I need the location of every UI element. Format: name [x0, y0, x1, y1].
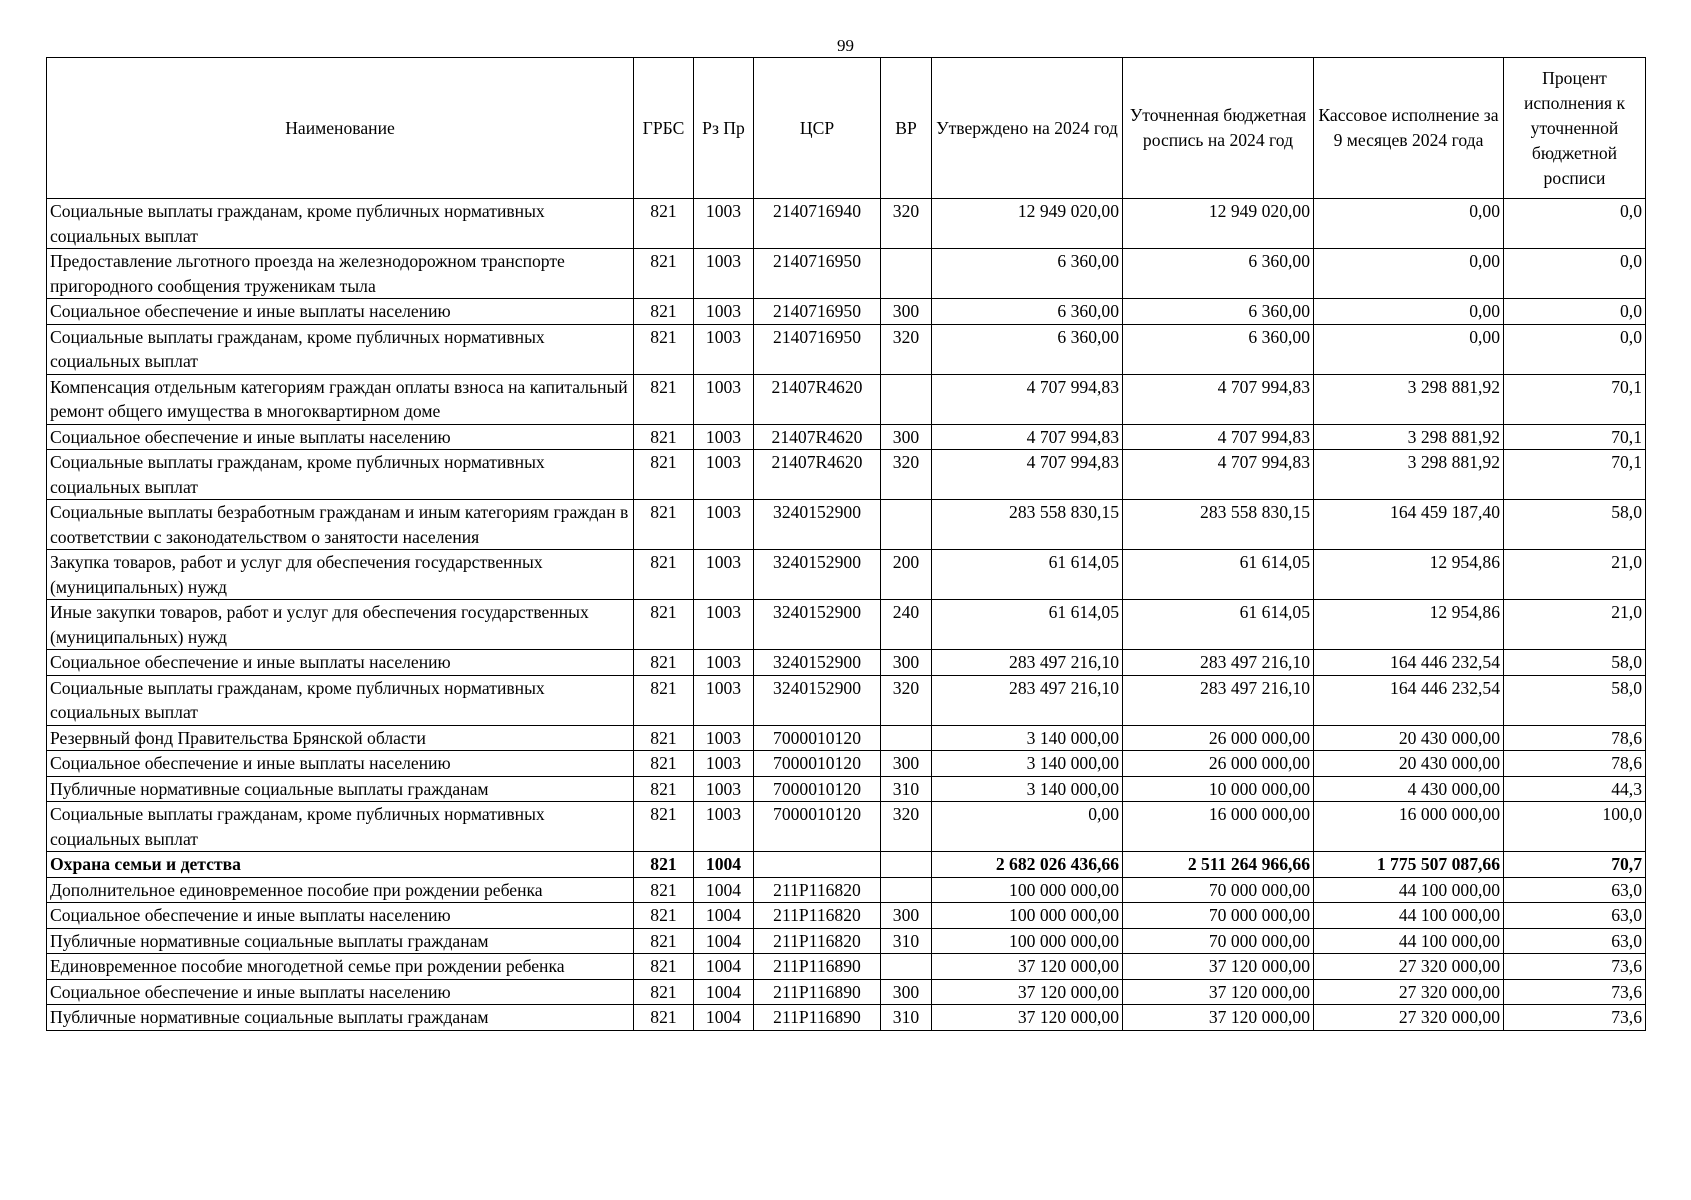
cell-grbs: 821: [634, 600, 694, 650]
cell-grbs: 821: [634, 450, 694, 500]
cell-vr: [881, 954, 932, 980]
cell-grbs: 821: [634, 199, 694, 249]
cell-name: Социальные выплаты гражданам, кроме публичных нормативных социальных выплат: [47, 450, 634, 500]
cell-csr: 7000010120: [754, 751, 881, 777]
cell-refined: 61 614,05: [1123, 600, 1314, 650]
cell-rzpr: 1003: [694, 299, 754, 325]
cell-rzpr: 1003: [694, 802, 754, 852]
cell-rzpr: 1003: [694, 374, 754, 424]
table-row: [47, 500, 1646, 550]
cell-refined: 70 000 000,00: [1123, 903, 1314, 929]
cell-vr: 310: [881, 928, 932, 954]
cell-percent: 58,0: [1504, 675, 1646, 725]
cell-approved: 61 614,05: [932, 550, 1123, 600]
cell-percent: 0,0: [1504, 324, 1646, 374]
cell-executed: 20 430 000,00: [1314, 725, 1504, 751]
cell-grbs: 821: [634, 324, 694, 374]
cell-rzpr: 1004: [694, 877, 754, 903]
cell-rzpr: 1003: [694, 324, 754, 374]
cell-refined: 10 000 000,00: [1123, 776, 1314, 802]
cell-executed: 3 298 881,92: [1314, 424, 1504, 450]
cell-name: Закупка товаров, работ и услуг для обеспечения государственных (муниципальных) нужд: [47, 550, 634, 600]
cell-refined: 283 497 216,10: [1123, 650, 1314, 676]
table-row: [47, 650, 1646, 676]
cell-approved: 3 140 000,00: [932, 776, 1123, 802]
cell-vr: 300: [881, 424, 932, 450]
cell-percent: 73,6: [1504, 979, 1646, 1005]
table-row: [47, 852, 1646, 878]
cell-name: Социальные выплаты гражданам, кроме публичных нормативных социальных выплат: [47, 199, 634, 249]
table-row: [47, 299, 1646, 325]
cell-executed: 0,00: [1314, 199, 1504, 249]
cell-vr: [881, 852, 932, 878]
cell-name: Публичные нормативные социальные выплаты гражданам: [47, 776, 634, 802]
page-number: 99: [837, 36, 854, 55]
cell-vr: [881, 249, 932, 299]
cell-executed: 3 298 881,92: [1314, 374, 1504, 424]
cell-grbs: 821: [634, 979, 694, 1005]
table-row: [47, 675, 1646, 725]
cell-executed: 27 320 000,00: [1314, 954, 1504, 980]
cell-rzpr: 1003: [694, 424, 754, 450]
cell-refined: 26 000 000,00: [1123, 751, 1314, 777]
cell-vr: 320: [881, 199, 932, 249]
cell-refined: 16 000 000,00: [1123, 802, 1314, 852]
cell-csr: 7000010120: [754, 802, 881, 852]
cell-refined: 26 000 000,00: [1123, 725, 1314, 751]
cell-csr: 3240152900: [754, 650, 881, 676]
cell-rzpr: 1004: [694, 928, 754, 954]
cell-vr: 300: [881, 650, 932, 676]
cell-rzpr: 1003: [694, 199, 754, 249]
cell-csr: 211P116820: [754, 877, 881, 903]
cell-percent: 73,6: [1504, 1005, 1646, 1031]
cell-approved: 61 614,05: [932, 600, 1123, 650]
budget-table: [46, 57, 1646, 1031]
cell-grbs: 821: [634, 374, 694, 424]
cell-csr: 7000010120: [754, 776, 881, 802]
cell-percent: 70,7: [1504, 852, 1646, 878]
cell-percent: 21,0: [1504, 550, 1646, 600]
cell-grbs: 821: [634, 299, 694, 325]
cell-executed: 164 446 232,54: [1314, 675, 1504, 725]
cell-percent: 63,0: [1504, 903, 1646, 929]
cell-approved: 3 140 000,00: [932, 751, 1123, 777]
table-row: [47, 1005, 1646, 1031]
cell-grbs: 821: [634, 1005, 694, 1031]
table-row: [47, 374, 1646, 424]
cell-grbs: 821: [634, 954, 694, 980]
cell-grbs: 821: [634, 675, 694, 725]
col-header-refined: Уточненная бюджетная роспись на 2024 год: [1123, 58, 1314, 199]
cell-approved: 2 682 026 436,66: [932, 852, 1123, 878]
table-row: [47, 725, 1646, 751]
cell-executed: 44 100 000,00: [1314, 928, 1504, 954]
cell-grbs: 821: [634, 751, 694, 777]
cell-rzpr: 1003: [694, 650, 754, 676]
cell-refined: 4 707 994,83: [1123, 374, 1314, 424]
cell-vr: 300: [881, 751, 932, 777]
cell-vr: 300: [881, 299, 932, 325]
cell-approved: 6 360,00: [932, 324, 1123, 374]
cell-rzpr: 1004: [694, 1005, 754, 1031]
cell-vr: 320: [881, 802, 932, 852]
cell-csr: 2140716950: [754, 324, 881, 374]
col-header-rzpr: Рз Пр: [694, 58, 754, 199]
cell-name: Социальное обеспечение и иные выплаты населению: [47, 903, 634, 929]
cell-csr: 7000010120: [754, 725, 881, 751]
cell-rzpr: 1004: [694, 979, 754, 1005]
cell-name: Единовременное пособие многодетной семье при рождении ребенка: [47, 954, 634, 980]
header-row: [47, 58, 1646, 199]
cell-csr: 3240152900: [754, 550, 881, 600]
cell-name: Публичные нормативные социальные выплаты гражданам: [47, 1005, 634, 1031]
cell-rzpr: 1003: [694, 751, 754, 777]
table-row: [47, 424, 1646, 450]
cell-executed: 1 775 507 087,66: [1314, 852, 1504, 878]
cell-percent: 73,6: [1504, 954, 1646, 980]
cell-percent: 0,0: [1504, 249, 1646, 299]
cell-approved: 283 497 216,10: [932, 675, 1123, 725]
cell-rzpr: 1003: [694, 675, 754, 725]
cell-refined: 37 120 000,00: [1123, 954, 1314, 980]
cell-approved: 37 120 000,00: [932, 979, 1123, 1005]
col-header-vr: ВР: [881, 58, 932, 199]
table-row: [47, 199, 1646, 249]
cell-name: Социальные выплаты безработным гражданам и иным категориям граждан в соответствии с законодательством о занятости населения: [47, 500, 634, 550]
cell-vr: 200: [881, 550, 932, 600]
cell-approved: 37 120 000,00: [932, 1005, 1123, 1031]
col-header-percent: Процент исполнения к уточненной бюджетной росписи: [1504, 58, 1646, 199]
cell-name: Иные закупки товаров, работ и услуг для обеспечения государственных (муниципальных) нужд: [47, 600, 634, 650]
cell-csr: 211P116890: [754, 954, 881, 980]
cell-csr: 211P116820: [754, 903, 881, 929]
cell-grbs: 821: [634, 802, 694, 852]
col-header-name: Наименование: [47, 58, 634, 199]
cell-csr: 2140716940: [754, 199, 881, 249]
table-row: [47, 979, 1646, 1005]
cell-vr: [881, 374, 932, 424]
col-header-csr: ЦСР: [754, 58, 881, 199]
table-row: [47, 903, 1646, 929]
table-row: [47, 600, 1646, 650]
cell-refined: 283 558 830,15: [1123, 500, 1314, 550]
cell-percent: 63,0: [1504, 877, 1646, 903]
cell-executed: 3 298 881,92: [1314, 450, 1504, 500]
cell-grbs: 821: [634, 650, 694, 676]
cell-csr: 2140716950: [754, 249, 881, 299]
cell-csr: 21407R4620: [754, 450, 881, 500]
cell-refined: 12 949 020,00: [1123, 199, 1314, 249]
cell-vr: 310: [881, 776, 932, 802]
cell-csr: 3240152900: [754, 500, 881, 550]
cell-refined: 6 360,00: [1123, 249, 1314, 299]
cell-grbs: 821: [634, 903, 694, 929]
cell-rzpr: 1003: [694, 600, 754, 650]
table-row: [47, 450, 1646, 500]
cell-executed: 12 954,86: [1314, 600, 1504, 650]
cell-refined: 70 000 000,00: [1123, 877, 1314, 903]
cell-name: Социальные выплаты гражданам, кроме публичных нормативных социальных выплат: [47, 324, 634, 374]
cell-rzpr: 1003: [694, 776, 754, 802]
cell-refined: 2 511 264 966,66: [1123, 852, 1314, 878]
cell-csr: 211P116890: [754, 1005, 881, 1031]
cell-approved: 100 000 000,00: [932, 903, 1123, 929]
cell-vr: [881, 877, 932, 903]
table-row: [47, 249, 1646, 299]
cell-executed: 44 100 000,00: [1314, 903, 1504, 929]
cell-percent: 70,1: [1504, 450, 1646, 500]
col-header-approved: Утверждено на 2024 год: [932, 58, 1123, 199]
cell-executed: 164 459 187,40: [1314, 500, 1504, 550]
cell-grbs: 821: [634, 550, 694, 600]
cell-approved: 37 120 000,00: [932, 954, 1123, 980]
cell-executed: 44 100 000,00: [1314, 877, 1504, 903]
cell-refined: 61 614,05: [1123, 550, 1314, 600]
cell-approved: 283 558 830,15: [932, 500, 1123, 550]
cell-name: Компенсация отдельным категориям граждан оплаты взноса на капитальный ремонт общего имущества в многоквартирном доме: [47, 374, 634, 424]
cell-refined: 70 000 000,00: [1123, 928, 1314, 954]
cell-approved: 6 360,00: [932, 299, 1123, 325]
cell-rzpr: 1003: [694, 249, 754, 299]
cell-approved: 100 000 000,00: [932, 877, 1123, 903]
cell-vr: 320: [881, 675, 932, 725]
table-row: [47, 776, 1646, 802]
cell-approved: 4 707 994,83: [932, 450, 1123, 500]
cell-refined: 37 120 000,00: [1123, 979, 1314, 1005]
cell-csr: 21407R4620: [754, 374, 881, 424]
cell-grbs: 821: [634, 500, 694, 550]
cell-executed: 20 430 000,00: [1314, 751, 1504, 777]
cell-approved: 6 360,00: [932, 249, 1123, 299]
cell-grbs: 821: [634, 424, 694, 450]
cell-executed: 27 320 000,00: [1314, 1005, 1504, 1031]
cell-vr: 300: [881, 903, 932, 929]
cell-csr: 21407R4620: [754, 424, 881, 450]
cell-name: Охрана семьи и детства: [47, 852, 634, 878]
table-row: [47, 877, 1646, 903]
table-row: [47, 954, 1646, 980]
cell-approved: 283 497 216,10: [932, 650, 1123, 676]
cell-rzpr: 1004: [694, 903, 754, 929]
table-row: [47, 928, 1646, 954]
table-row: [47, 802, 1646, 852]
cell-refined: 283 497 216,10: [1123, 675, 1314, 725]
cell-csr: 3240152900: [754, 600, 881, 650]
table-row: [47, 550, 1646, 600]
cell-percent: 70,1: [1504, 374, 1646, 424]
cell-name: Дополнительное единовременное пособие при рождении ребенка: [47, 877, 634, 903]
cell-executed: 27 320 000,00: [1314, 979, 1504, 1005]
cell-grbs: 821: [634, 725, 694, 751]
cell-refined: 6 360,00: [1123, 324, 1314, 374]
cell-executed: 0,00: [1314, 299, 1504, 325]
cell-vr: [881, 500, 932, 550]
cell-name: Предоставление льготного проезда на железнодорожном транспорте пригородного сообщения труженикам тыла: [47, 249, 634, 299]
cell-name: Социальное обеспечение и иные выплаты населению: [47, 751, 634, 777]
cell-name: Социальное обеспечение и иные выплаты населению: [47, 299, 634, 325]
cell-vr: 300: [881, 979, 932, 1005]
cell-refined: 4 707 994,83: [1123, 450, 1314, 500]
cell-executed: 16 000 000,00: [1314, 802, 1504, 852]
cell-executed: 0,00: [1314, 249, 1504, 299]
cell-percent: 44,3: [1504, 776, 1646, 802]
cell-refined: 4 707 994,83: [1123, 424, 1314, 450]
cell-vr: 310: [881, 1005, 932, 1031]
cell-approved: 4 707 994,83: [932, 374, 1123, 424]
cell-percent: 21,0: [1504, 600, 1646, 650]
cell-grbs: 821: [634, 776, 694, 802]
cell-percent: 78,6: [1504, 751, 1646, 777]
table-row: [47, 751, 1646, 777]
cell-approved: 4 707 994,83: [932, 424, 1123, 450]
cell-approved: 0,00: [932, 802, 1123, 852]
col-header-executed: Кассовое исполнение за 9 месяцев 2024 года: [1314, 58, 1504, 199]
cell-csr: 211P116820: [754, 928, 881, 954]
cell-name: Публичные нормативные социальные выплаты гражданам: [47, 928, 634, 954]
cell-csr: 211P116890: [754, 979, 881, 1005]
cell-percent: 58,0: [1504, 500, 1646, 550]
cell-refined: 37 120 000,00: [1123, 1005, 1314, 1031]
cell-rzpr: 1003: [694, 550, 754, 600]
cell-vr: 240: [881, 600, 932, 650]
cell-percent: 63,0: [1504, 928, 1646, 954]
cell-grbs: 821: [634, 249, 694, 299]
cell-executed: 12 954,86: [1314, 550, 1504, 600]
cell-name: Резервный фонд Правительства Брянской области: [47, 725, 634, 751]
cell-approved: 12 949 020,00: [932, 199, 1123, 249]
cell-executed: 164 446 232,54: [1314, 650, 1504, 676]
cell-percent: 70,1: [1504, 424, 1646, 450]
cell-percent: 100,0: [1504, 802, 1646, 852]
cell-approved: 100 000 000,00: [932, 928, 1123, 954]
cell-name: Социальное обеспечение и иные выплаты населению: [47, 650, 634, 676]
cell-grbs: 821: [634, 852, 694, 878]
cell-executed: 0,00: [1314, 324, 1504, 374]
cell-rzpr: 1003: [694, 725, 754, 751]
cell-executed: 4 430 000,00: [1314, 776, 1504, 802]
cell-vr: 320: [881, 324, 932, 374]
cell-csr: [754, 852, 881, 878]
cell-rzpr: 1004: [694, 954, 754, 980]
cell-name: Социальные выплаты гражданам, кроме публичных нормативных социальных выплат: [47, 802, 634, 852]
cell-name: Социальные выплаты гражданам, кроме публичных нормативных социальных выплат: [47, 675, 634, 725]
cell-refined: 6 360,00: [1123, 299, 1314, 325]
cell-grbs: 821: [634, 928, 694, 954]
cell-grbs: 821: [634, 877, 694, 903]
cell-vr: [881, 725, 932, 751]
cell-vr: 320: [881, 450, 932, 500]
cell-csr: 2140716950: [754, 299, 881, 325]
cell-name: Социальное обеспечение и иные выплаты населению: [47, 424, 634, 450]
table-body: [47, 199, 1646, 1031]
cell-approved: 3 140 000,00: [932, 725, 1123, 751]
table-row: [47, 324, 1646, 374]
cell-name: Социальное обеспечение и иные выплаты населению: [47, 979, 634, 1005]
cell-percent: 0,0: [1504, 199, 1646, 249]
cell-rzpr: 1003: [694, 450, 754, 500]
cell-rzpr: 1004: [694, 852, 754, 878]
cell-percent: 58,0: [1504, 650, 1646, 676]
cell-rzpr: 1003: [694, 500, 754, 550]
cell-percent: 0,0: [1504, 299, 1646, 325]
col-header-grbs: ГРБС: [634, 58, 694, 199]
cell-percent: 78,6: [1504, 725, 1646, 751]
cell-csr: 3240152900: [754, 675, 881, 725]
